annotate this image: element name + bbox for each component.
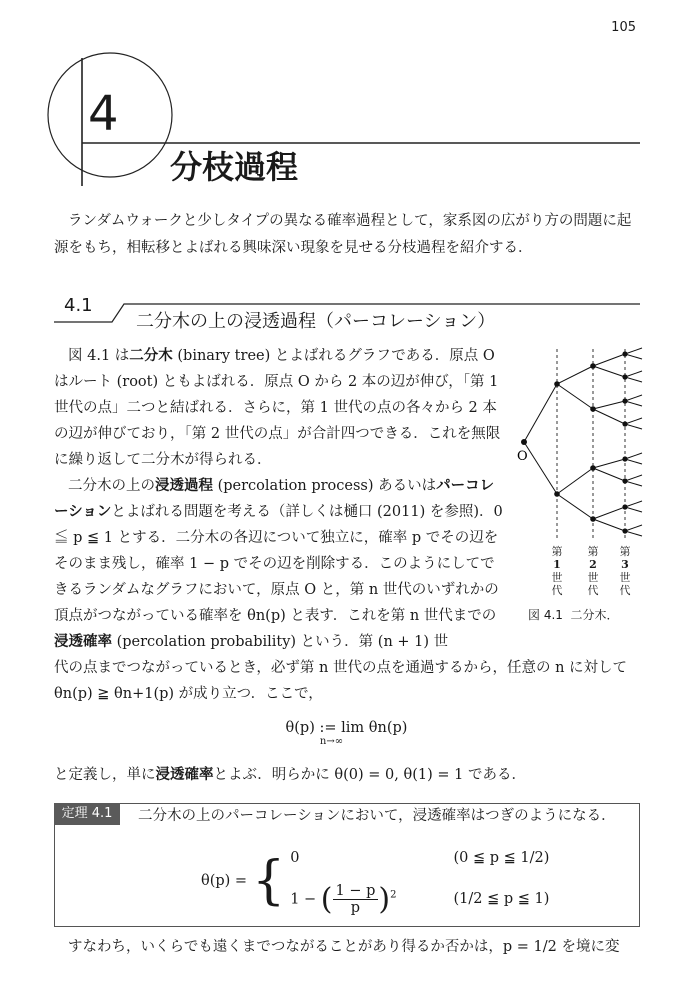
chapter-intro: ランダムウォークと少しタイプの異なる確率過程として，家系図の広がり方の問題に起源をもち，相転移とよばれる興味深い現象を見せる分枝過程を紹介する． [54,213,632,256]
section-number: 4.1 [64,295,93,316]
gen2-char: 第 [587,545,599,558]
case1-value: 0 [290,850,300,866]
text: とよぶ．明らかに θ(0) = 0, θ(1) = 1 である． [213,767,526,783]
gen3-char: 第 [619,545,631,558]
paragraph-last: すなわち，いくらでも遠くまでつながることがあり得るか否かは，p = 1/2 を境に変 [68,939,620,955]
figure-caption [528,606,619,623]
term-percolation-probability: 浸透確率 [54,634,112,650]
theorem-statement: 二分木の上のパーコレーションにおいて，浸透確率はつぎのようになる． [138,808,616,824]
fraction-numerator: 1 − p [333,883,379,900]
gen1-char: 世 [551,571,563,584]
chapter-number: 4 [88,86,119,142]
case1-condition: (0 ≦ p ≦ 1/2) [453,850,550,866]
chapter-title: 分枝過程 [170,148,299,186]
case2-value: 1 − ( $\frac{1 - p}{p}$ )$^2$ [290,881,397,917]
text: 図 4.1 は [68,348,130,364]
gen1-label [550,545,564,597]
theorem-formula [200,840,550,922]
gen2-label [586,545,600,597]
text: (percolation process) あるいは [213,478,437,494]
term-binary-tree: 二分木 [129,348,173,364]
theorem-label: 定理 4.1 [54,803,120,825]
caption-text: 二分木． [570,608,619,622]
paragraph-binary-tree [54,343,504,473]
paragraph-definition [54,762,644,788]
gen3-char: 世 [619,571,631,584]
formula-theta-limit [0,720,693,747]
gen3-char: 代 [619,584,631,597]
gen1-char: 第 [551,545,563,558]
page-number: 105 [611,20,636,35]
section-title: 二分木の上の浸透過程（パーコレーション） [136,311,496,332]
text: とよばれる問題を考える（詳しくは樋口 (2011) を参照)．0 ≦ p ≦ 1 とする．二分木の各辺について独立に，確率 p でその辺をそのまま残し，確率 1 − p でその辺を削除する．このようにしてできるランダムなグラフにおいて，原点 O と，第 n 世代のいずれかの頂点がつながっている確率を θn(p) と表す．これを第 n 世代までの [54,504,503,624]
term-percolation-probability: 浸透確率 [155,767,214,783]
exponent: 2 [390,889,397,901]
binary-tree-figure [512,344,672,544]
section-rule [0,0,693,330]
term-percolation-process: 浸透過程 [155,478,213,494]
text: (percolation probability) という．第 (n + 1) 世 [112,634,449,650]
brace: { [252,851,286,911]
caption-label: 図 4.1 [528,608,563,622]
paragraph-percolation [54,473,504,655]
case2-prefix: 1 − [290,891,317,907]
paragraph-monotone: 代の点までつながっているとき，必ず第 n 世代の点を通過するから，任意の n に対して θn(p) ≧ θn+1(p) が成り立つ．ここで， [54,660,628,702]
origin-label: O [517,449,528,464]
gen1-char: 代 [551,584,563,597]
text: 二分木の上の [68,478,155,494]
gen1-char: 1 [553,558,561,571]
text: (binary tree) とよばれるグラフである．原点 O はルート (root) ともよばれる．原点 O から 2 本の辺が伸び，「第 1 世代の点」二つと結ばれる．さらに，第 1 世代の点の各々から 2 本の辺が伸びており，「第 2 世代の点」が合計四つできる．これを無限に繰り返して二分木が得られる． [54,348,501,468]
formula-lhs: θ(p) = [201,873,248,889]
case2-condition: (1/2 ≦ p ≦ 1) [453,891,550,907]
formula-text: θ(p) := lim θn(p) [285,720,408,736]
text: と定義し，単に [54,767,156,783]
gen2-char: 代 [587,584,599,597]
gen3-char: 3 [621,558,629,571]
fraction-denominator: p [350,899,361,916]
gen2-char: 2 [589,558,597,571]
formula-subscript: n→∞ [319,736,344,747]
term-percolation: パーコレーション [54,478,495,520]
gen3-label [618,545,632,597]
gen2-char: 世 [587,571,599,584]
